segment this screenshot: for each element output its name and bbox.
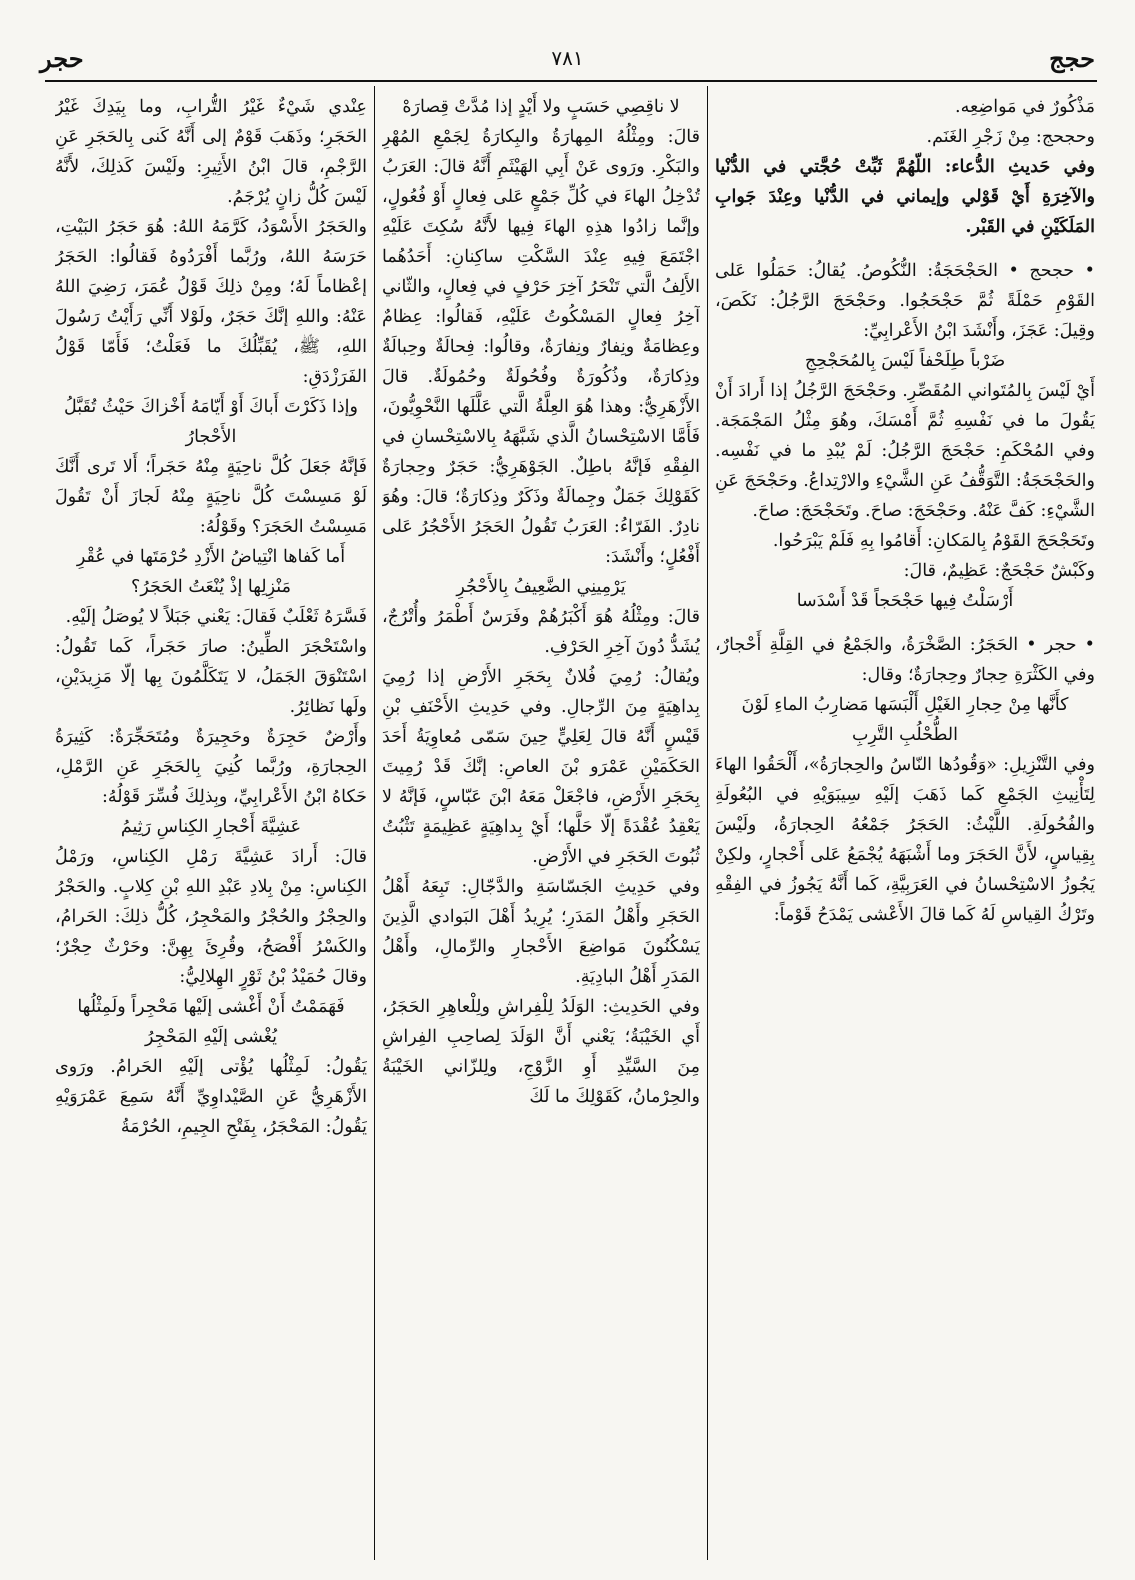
verse: وإذا ذَكَرْتَ أَباكَ أَوْ أَيّامَهُ أَخْزاكَ حَيْثُ تُقَبَّلُ الأَحْجارُ: [64, 397, 358, 447]
paragraph: يَقُولُ: لَمِثْلُها يُؤْتى إلَيْهِ الحَرامُ. ورَوى الأَزْهَرِيُّ عَنِ الصَّيْداوِيِّ أَنَّهُ سَمِعَ عَمْرَوَيْهِ يَقُولُ: المَحْجَرُ، بِفَتْحِ الجِيمِ، الحُرْمَةُ: [55, 1057, 367, 1137]
paragraph: ويُقالُ: رُمِيَ فُلانٌ بِحَجَرِ الأَرْضِ إذا رُمِيَ بِداهِيَةٍ مِنَ الرِّجالِ. وفي حَدِيثِ الأَحْنَفِ بْنِ قَيْسٍ أَنَّهُ قالَ لِعَلِيٍّ حِينَ سَمّى مُعاوِيَةُ أَحَدَ الحَكَمَيْنِ عَمْرَو بْنَ العاصِ: إنَّكَ قَدْ رُمِيتَ بِحَجَرِ الأَرْضِ، فاجْعَلْ مَعَهُ ابْنَ عَبّاسٍ، فَإنَّهُ لا يَعْقِدُ عُقْدَةً إلّا حَلَّها؛ أَيْ بِداهِيَةٍ عَظِيمَةٍ تَثْبُتُ ثُبُوتَ الحَجَرِ في الأَرْضِ.: [382, 667, 700, 867]
paragraph: وفي حَديثِ الدُّعاء: اللّهُمَّ ثَبِّتْ حُجَّتي في الدُّنْيا والآخِرَةِ أَيْ قَوْلي وإيماني في الدُّنْيا وعِنْدَ جَوابِ المَلَكَيْنِ في القَبْر.: [715, 157, 1095, 237]
paragraph: عِنْدي شَيْءٌ غَيْرُ التُّرابِ، وما بِيَدِكَ غَيْرُ الحَجَرِ؛ وذَهَبَ قَوْمٌ إلى أَنَّهُ كَنى بِالحَجَرِ عَنِ الرَّجْمِ، قالَ ابْنُ الأَثِيرِ: ولَيْسَ كَذلِكَ، لأَنَّهُ لَيْسَ كُلُّ زانٍ يُرْجَمُ.: [55, 97, 367, 207]
header-right-word: حجج: [1049, 44, 1095, 73]
verse: كأَنَّها مِنْ حِجارِ الغَيْلِ أَلْبَسَها مَضارِبُ الماءِ لَوْنَ الطُّحْلُبِ التَّرِبِ: [741, 695, 1069, 745]
verse: أَرْسَلْتُ فِيها حَجْحَجاً قَدْ أَسْدَسا: [796, 591, 1014, 611]
paragraph: واسْتَحْجَرَ الطِّينُ: صارَ حَجَراً، كَما تَقُولُ: اسْتَنْوَقَ الجَمَلُ، لا يَتَكَلَّمُونَ بِها إلّا مَزِيدَيْنِ، ولَها نَظائِرُ.: [55, 637, 367, 717]
column-divider-right: [707, 86, 708, 1560]
paragraph: فَسَّرَهُ ثَعْلَبٌ فَقالَ: يَعْني جَبَلاً لا يُوصَلُ إلَيْهِ.: [65, 607, 367, 627]
verse: لا ناقِصِي حَسَبٍ ولا أَيْدٍ إذا مُدَّتْ قِصارَهْ: [402, 97, 680, 117]
paragraph: مَذْكُورٌ في مَواضِعِه.: [955, 97, 1095, 117]
column-right: [715, 92, 1095, 1562]
paragraph: قالَ: ومِثْلُهُ المِهارَةُ والبِكارَةُ لِجَمْعِ المُهْرِ والبَكْرِ. ورَوى عَنْ أَبِي الهَيْثَمِ أَنَّهُ قالَ: العَرَبُ تُدْخِلُ الهاءَ في كُلِّ جَمْعٍ عَلى فِعالٍ أَوْ فُعُولٍ، وإنَّما زادُوا هذِهِ الهاءَ فِيها لأَنَّهُ سُكِتَ عَلَيْهِ اجْتَمَعَ فِيهِ عِنْدَ السَّكْتِ ساكِنانِ: أَحَدُهُما الأَلِفُ الَّتي تَنْحَرُ آخِرَ حَرْفٍ في فِعالٍ، والثّاني آخِرُ فِعالٍ المَسْكُوتُ عَلَيْهِ، فَقالُوا: عِظامٌ وعِظامَةٌ ونِفارٌ ونِفارَةٌ، وقالُوا: فِحالَةٌ وحِبالَةٌ وذِكارَةٌ، وذُكُورَةٌ وفُحُولَةٌ وحُمُولَةٌ. قالَ الأَزْهَرِيُّ: وهذا هُوَ العِلَّةُ الَّتي عَلَّلَها النَّحْوِيُّونَ، فَأَمَّا الاسْتِحْسانُ الَّذي شَبَّهَهُ بِالاسْتِحْسانِ في الفِقْهِ فَإنَّهُ باطِلٌ. الجَوْهَرِيُّ: حَجَرٌ وحِجارَةٌ كَقَوْلِكَ جَمَلٌ وجِمالَةٌ وذَكَرٌ وذِكارَةٌ؛ قالَ: وهُوَ نادِرٌ. الفَرّاءُ: العَرَبُ تَقُولُ الحَجَرُ الأَحْجُرُ عَلى أَفْعُلٍ؛ وأَنْشَدَ:: [382, 127, 700, 567]
header-rule: [45, 80, 1097, 82]
column-middle: [382, 92, 700, 1562]
verse: أَما كَفاها انْتِياضُ الأَزْدِ حُرْمَتَها في عُقْرِ مَنْزِلِها إذْ يُنْعَتُ الحَجَرُ؟: [76, 547, 346, 597]
page-header: [40, 40, 1095, 76]
column-left: [55, 92, 367, 1562]
paragraph: قالَ: ومِثْلُهُ هُوَ أَكْبَرُهُمْ وفَرَسٌ أَطْمَرُ وأُتْرُجٌ، يُشَدُّ دُونَ آخِرِ الحَرْفِ.: [382, 607, 700, 657]
verse: عَشِيَّةَ أَحْجارِ الكِناسِ رَثِيمُ: [120, 817, 302, 837]
paragraph: وحجحج: مِنْ زَجْرِ الغَنَم.: [926, 127, 1095, 147]
entry-hajar: • حجر • الحَجَرُ: الصَّخْرَةُ، والجَمْعُ في القِلَّةِ أَحْجارٌ، وفي الكَثْرَةِ حِجارٌ وحِجارَةٌ؛ وقال:: [715, 635, 1095, 685]
column-divider-left: [374, 86, 375, 1560]
entry-hajhaj: • حجحج • الحَجْحَجَةُ: النُّكُوصُ. يُقالُ: حَمَلُوا عَلى القَوْمِ حَمْلَةً ثُمَّ حَجْحَجُوا. وحَجْحَجَ الرَّجُلُ: نَكَصَ، وقِيلَ: عَجَزَ، وأَنْشَدَ ابْنُ الأَعْرابِيِّ:: [715, 261, 1095, 341]
paragraph: قالَ: أَرادَ عَشِيَّةَ رَمْلِ الكِناسِ، ورَمْلُ الكِناسِ: مِنْ بِلادِ عَبْدِ اللهِ بْنِ كِلابٍ. والحَجْرُ والحِجْرُ والحُجْرُ والمَحْجِرُ، كُلُّ ذلِكَ: الحَرامُ، والكَسْرُ أَفْصَحُ، وقُرِئَ بِهِنَّ: وحَرْثٌ حِجْرٌ؛ وقالَ حُمَيْدُ بْنُ ثَوْرٍ الهِلالِيُّ:: [55, 847, 367, 987]
verse: يَرْمِينِي الضَّعِيفُ بِالأَحْجُرِ: [456, 577, 626, 597]
paragraph: وكَبْشٌ حَجْحَجٌ: عَظِيمٌ، قالَ:: [903, 561, 1095, 581]
paragraph: وفي الحَدِيثِ: الوَلَدُ لِلْفِراشِ ولِلْعاهِرِ الحَجَرُ، أَي الخَيْبَةُ؛ يَعْني أَنَّ الوَلَدَ لِصاحِبِ الفِراشِ مِنَ السَّيِّدِ أَوِ الزَّوْجِ، ولِلزّاني الخَيْبَةُ والحِرْمانُ، كَقَوْلِكَ ما لَكَ: [382, 997, 700, 1107]
paragraph: وتَحَجْحَجَ القَوْمُ بِالمَكانِ: أَقامُوا بِهِ فَلَمْ يَبْرَحُوا.: [772, 531, 1095, 551]
paragraph: فَإنَّهُ جَعَلَ كُلَّ ناحِيَةٍ مِنْهُ حَجَراً؛ أَلا تَرى أَنَّكَ لَوْ مَسِسْتَ كُلَّ ناحِيَةٍ مِنْهُ لَجازَ أَنْ تَقُولَ مَسِسْتُ الحَجَرَ؟ وقَوْلُهُ:: [55, 457, 367, 537]
paragraph: وأَرْضٌ حَجِرَةٌ وحَجِيرَةٌ ومُتَحَجِّرَةٌ: كَثِيرَةُ الحِجارَةِ، ورُبَّما كُنِيَ بِالحَجَرِ عَنِ الرَّمْلِ، حَكاهُ ابْنُ الأَعْرابِيِّ، وبِذلِكَ فُسِّرَ قَوْلُهُ:: [55, 727, 367, 807]
header-left-word: حجر: [40, 44, 84, 73]
verse: فَهَمَمْتُ أَنْ أَغْشى إلَيْها مَحْجِراً ولَمِثْلُها يُغْشى إلَيْهِ المَحْجِرُ: [77, 997, 345, 1047]
paragraph: أَيْ لَيْسَ بِالمُتَواني المُقَصِّرِ. وحَجْحَجَ الرَّجُلُ إذا أَرادَ أَنْ يَقُولَ ما في نَفْسِهِ ثُمَّ أَمْسَكَ، وهُوَ مِثْلُ المَجْمَجَة. وفي المُحْكَمِ: حَجْحَجَ الرَّجُلُ: لَمْ يُبْدِ ما في نَفْسِه. والحَجْحَجَةُ: التَّوَقُّفُ عَنِ الشَّيْءِ والارْتِداعُ. وحَجْحَجَ عَنِ الشَّيْءِ: كَفَّ عَنْهُ. وحَجْحَجَ: صاحَ. وتَحَجْحَجَ: صاحَ.: [715, 381, 1095, 521]
page-number: ٧٨١: [551, 46, 584, 70]
paragraph: وفي التَّنْزِيلِ: «وَقُودُها النّاسُ والحِجارَةُ»، أَلْحَقُوا الهاءَ لِتَأْنِيثِ الجَمْعِ كَما ذَهَبَ إلَيْهِ سِيبَوَيْهِ في البُعُولَةِ والفُحُولَةِ. اللَّيْثُ: الحَجَرُ جَمْعُهُ الحِجارَةُ، ولَيْسَ بِقِياسٍ، لأَنَّ الحَجَرَ وما أَشْبَهَهُ يُجْمَعُ عَلى أَحْجارٍ، ولكِنْ يَجُوزُ الاسْتِحْسانُ في العَرَبِيَّةِ، كَما أَنَّهُ يَجُوزُ في الفِقْهِ وتَرْكُ القِياسِ لَهُ كَما قالَ الأَعْشى يَمْدَحُ قَوْماً:: [715, 755, 1095, 925]
verse: ضَرْباً طِلَحْفاً لَيْسَ بِالمُحَجْحِجِ: [804, 351, 1006, 371]
paragraph: وفي حَدِيثِ الجَسّاسَةِ والدَّجّالِ: تَبِعَهُ أَهْلُ الحَجَرِ وأَهْلُ المَدَرِ؛ يُرِيدُ أَهْلَ البَوادي الَّذِينَ يَسْكُنُونَ مَواضِعَ الأَحْجارِ والرِّمالِ، وأَهْلُ المَدَرِ أَهْلُ البادِيَةِ.: [382, 877, 700, 987]
paragraph: والحَجَرُ الأَسْوَدُ، كَرَّمَهُ اللهُ: هُوَ حَجَرُ البَيْتِ، حَرَسَهُ اللهُ، ورُبَّما أَفْرَدُوهُ فَقالُوا: الحَجَرُ إعْظاماً لَهُ؛ ومِنْ ذلِكَ قَوْلُ عُمَرَ، رَضِيَ اللهُ عَنْهُ: واللهِ إنَّكَ حَجَرٌ، ولَوْلا أَنِّي رَأَيْتُ رَسُولَ اللهِ، ﷺ، يُقَبِّلُكَ ما فَعَلْتُ؛ فَأَمّا قَوْلُ الفَرَزْدَقِ:: [55, 217, 367, 387]
